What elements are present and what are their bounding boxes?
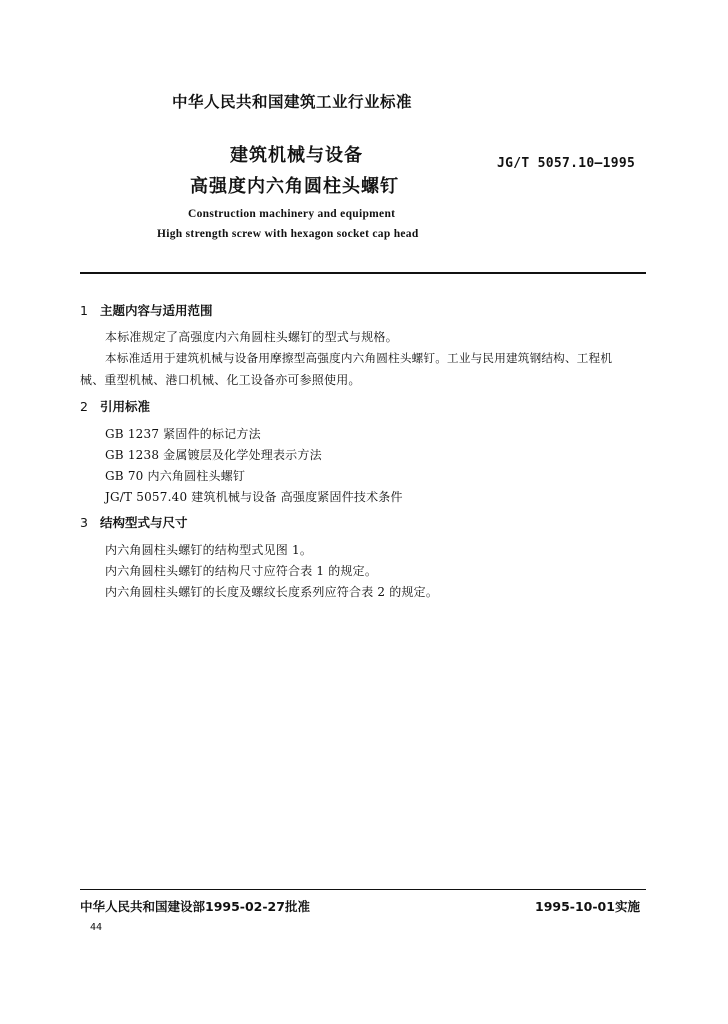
paragraph: 内六角圆柱头螺钉的结构尺寸应符合表 1 的规定。	[105, 564, 378, 578]
paragraph: 内六角圆柱头螺钉的结构型式见图 1。	[105, 543, 313, 557]
paragraph: 内六角圆柱头螺钉的长度及螺纹长度系列应符合表 2 的规定。	[105, 585, 439, 599]
english-title-line-2: High strength screw with hexagon socket cap head	[157, 228, 419, 240]
section-1-heading	[80, 301, 213, 319]
section-title: 结构型式与尺寸	[100, 515, 188, 530]
header-divider	[80, 272, 646, 274]
section-number: 3	[80, 515, 88, 530]
reference-item: GB 1238 金属镀层及化学处理表示方法	[105, 448, 322, 462]
standard-number: JG/T 5057.10—1995	[497, 156, 636, 171]
chinese-title-line-1: 建筑机械与设备	[230, 145, 363, 166]
page-number: 44	[90, 922, 103, 933]
english-title-line-1: Construction machinery and equipment	[188, 208, 396, 220]
implementation-date: 1995-10-01实施	[535, 899, 640, 914]
paragraph: 械、重型机械、港口机械、化工设备亦可参照使用。	[80, 373, 361, 387]
industry-standard-title: 中华人民共和国建筑工业行业标准	[172, 93, 413, 111]
section-title: 主题内容与适用范围	[100, 303, 213, 318]
reference-item: GB 70 内六角圆柱头螺钉	[105, 469, 246, 483]
section-title: 引用标准	[100, 399, 151, 414]
approval-date: 中华人民共和国建设部1995-02-27批准	[80, 899, 310, 914]
section-number: 2	[80, 399, 88, 414]
footer-divider	[80, 889, 646, 890]
reference-item: JG/T 5057.40 建筑机械与设备 高强度紧固件技术条件	[105, 490, 403, 504]
section-2-heading	[80, 397, 150, 415]
reference-item: GB 1237 紧固件的标记方法	[105, 427, 261, 441]
chinese-title-line-2: 高强度内六角圆柱头螺钉	[190, 176, 399, 197]
section-3-heading	[80, 513, 188, 531]
paragraph: 本标准适用于建筑机械与设备用摩擦型高强度内六角圆柱头螺钉。工业与民用建筑钢结构、工程机	[105, 351, 613, 365]
section-number: 1	[80, 303, 88, 318]
paragraph: 本标准规定了高强度内六角圆柱头螺钉的型式与规格。	[105, 330, 398, 344]
